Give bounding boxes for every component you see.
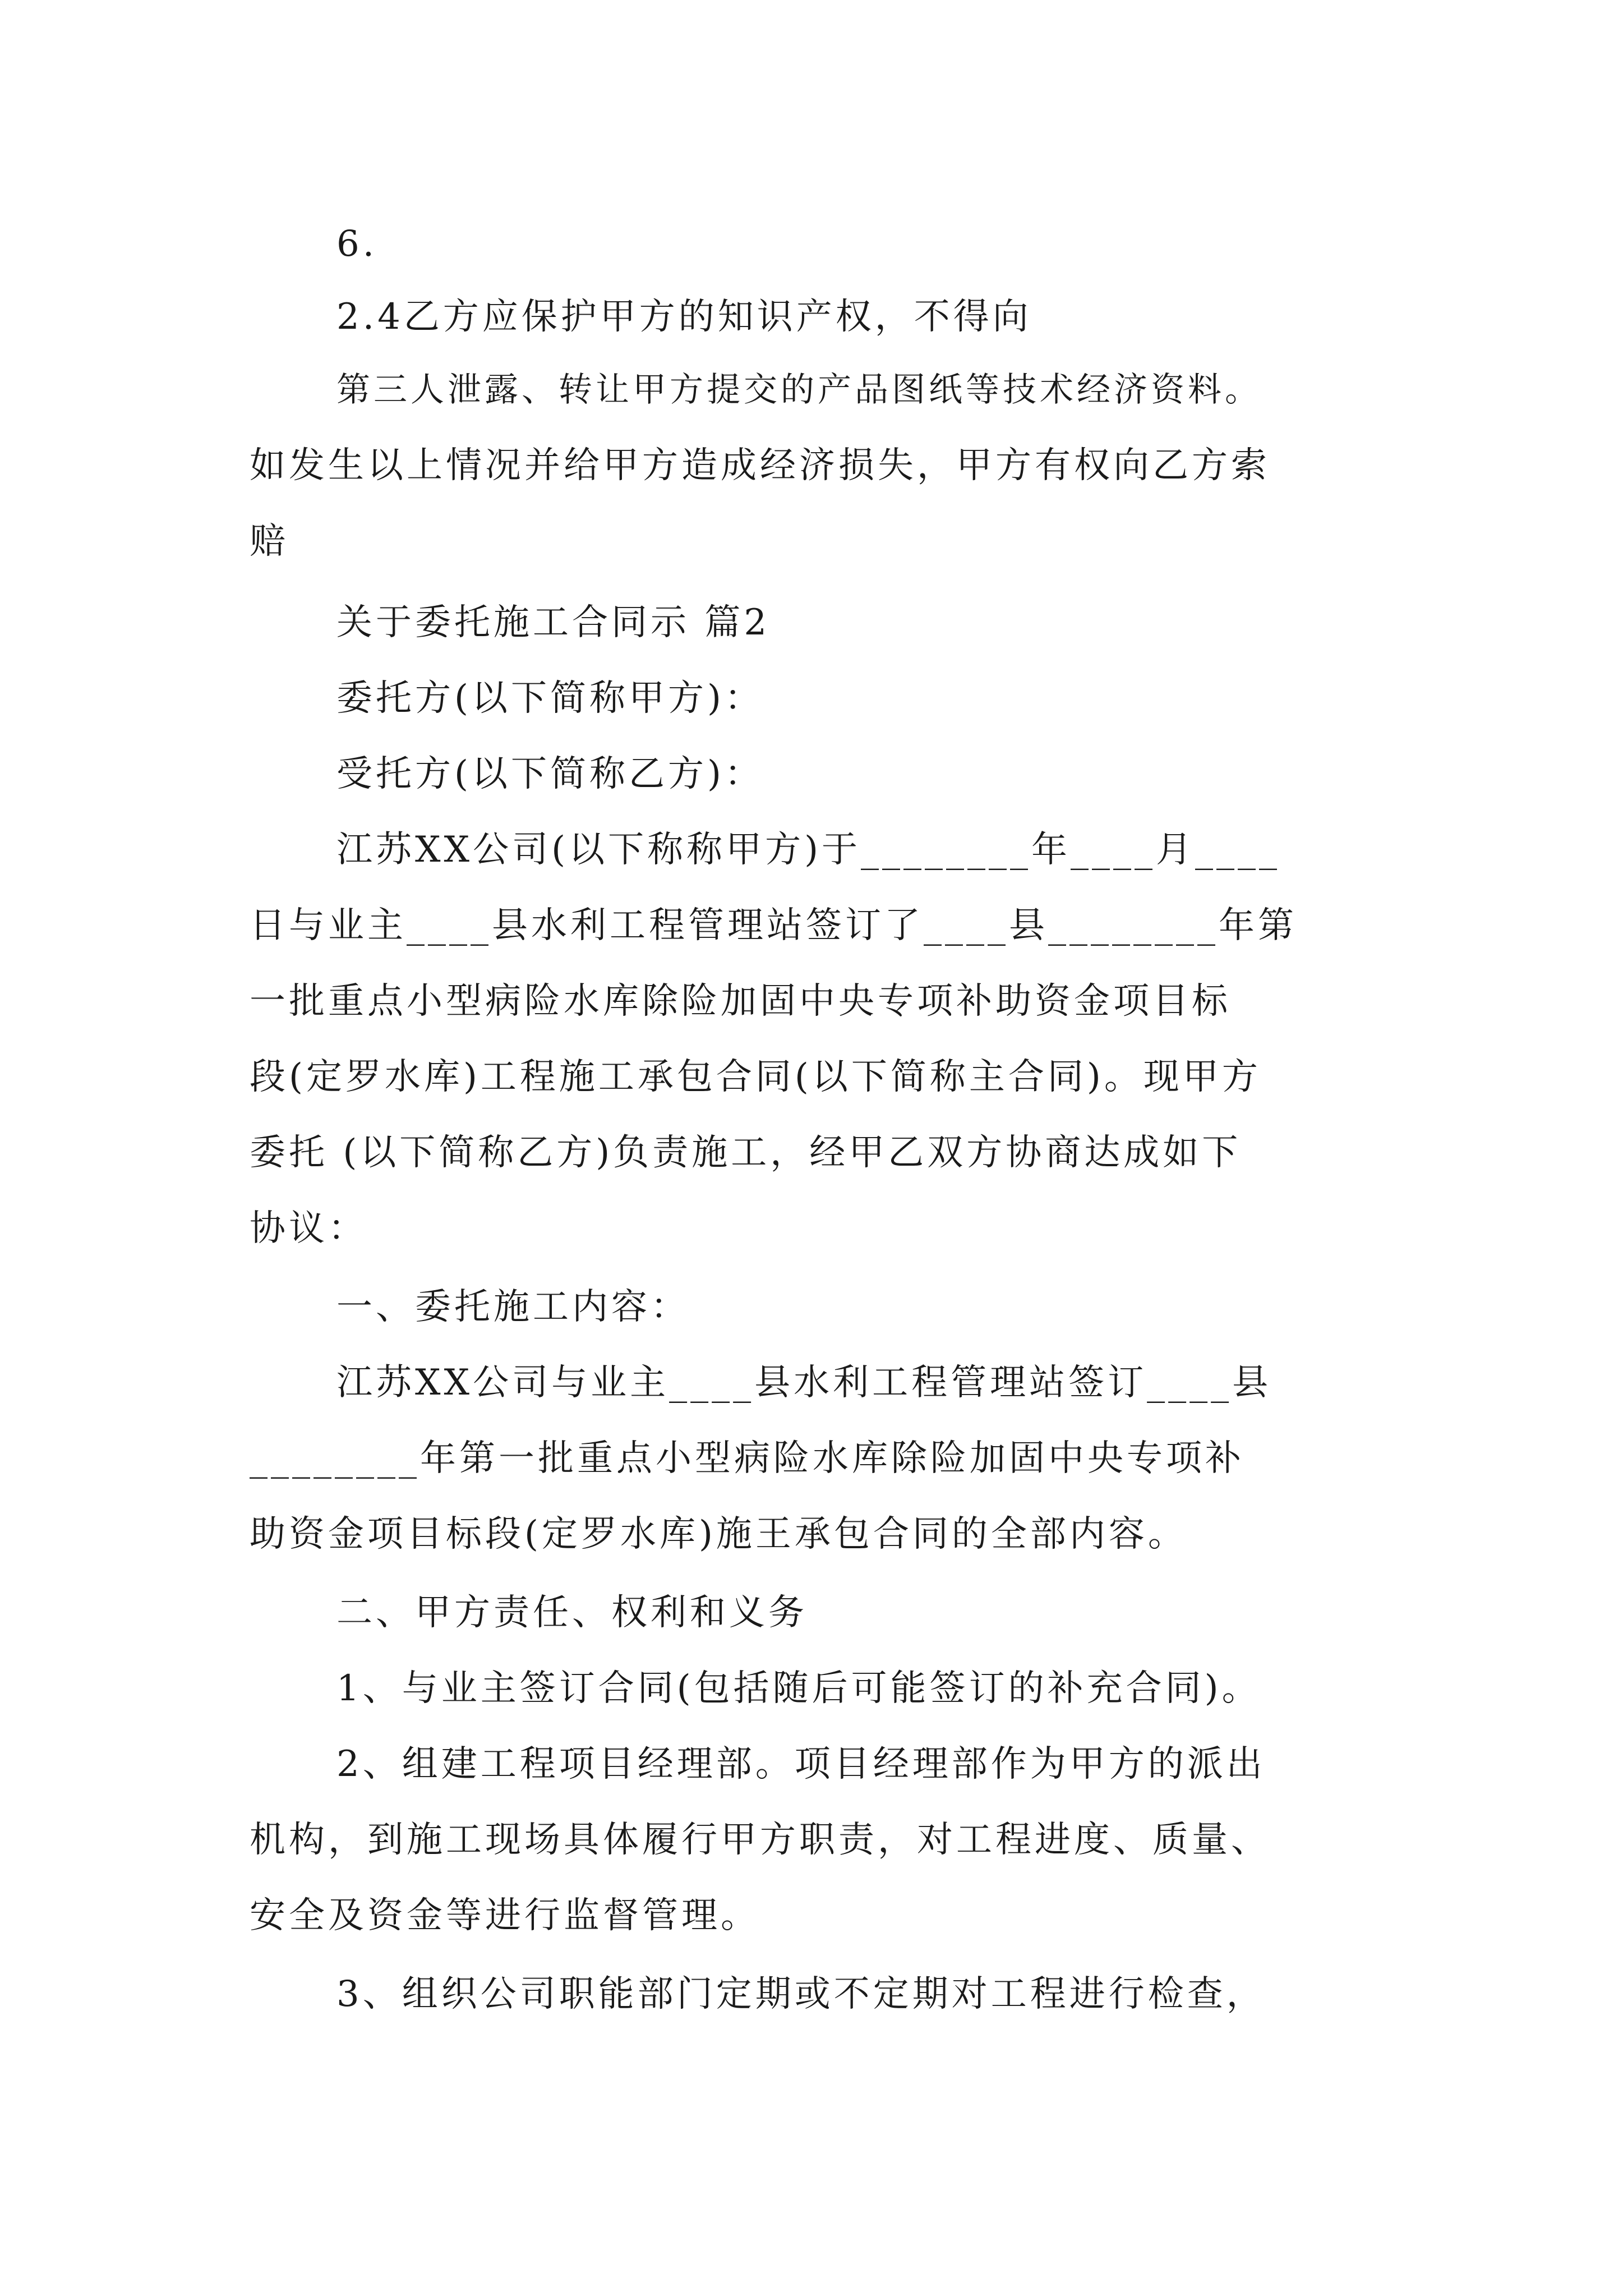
text-line-13: 委托 (以下简称乙方)负责施工，经甲乙双方协商达成如下 [250,1132,1242,1174]
text-line-24: 3、组织公司职能部门定期或不定期对工程进行检查， [336,1973,1266,2015]
text-line-9: 江苏XX公司(以下称称甲方)于________年____月____ [336,829,1281,871]
text-line-1: 6. [336,223,378,265]
text-line-5: 赔 [250,521,289,562]
text-line-23: 安全及资金等进行监督管理。 [250,1895,760,1936]
text-line-2: 2.4乙方应保护甲方的知识产权，不得向 [336,296,1032,338]
text-line-18: 助资金项目标段(定罗水库)施王承包合同的全部内容。 [250,1513,1187,1555]
text-line-4: 如发生以上情况并给甲方造成经济损失，甲方有权向乙方索 [250,445,1270,486]
text-line-7: 委托方(以下简称甲方)： [336,678,764,719]
text-line-15: 一、委托施工内容： [336,1286,690,1328]
text-line-10: 日与业主____县水利工程管理站签订了____县________年第 [250,905,1297,946]
text-line-22: 机构，到施工现场具体履行甲方职责，对工程进度、质量、 [250,1819,1270,1861]
text-line-19: 二、甲方责任、权利和义务 [336,1592,808,1634]
text-line-3: 第三人泄露、转让甲方提交的产品图纸等技术经济资料。 [336,370,1262,409]
text-line-8: 受托方(以下简称乙方)： [336,753,764,795]
section-heading-part-2: 关于委托施工合同示 篇2 [336,602,771,643]
text-line-11: 一批重点小型病险水库除险加固中央专项补助资金项目标 [250,981,1231,1022]
text-line-12: 段(定罗水库)工程施工承包合同(以下简称主合同)。现甲方 [250,1056,1261,1098]
text-line-14: 协议： [250,1208,367,1249]
text-line-16: 江苏XX公司与业主____县水利工程管理站签订____县 [336,1362,1272,1404]
text-line-17: ________年第一批重点小型病险水库除险加固中央专项补 [250,1438,1244,1479]
text-line-20: 1、与业主签订合同(包括随后可能签订的补充合同)。 [336,1668,1261,1709]
text-line-21: 2、组建工程项目经理部。项目经理部作为甲方的派出 [336,1743,1266,1785]
